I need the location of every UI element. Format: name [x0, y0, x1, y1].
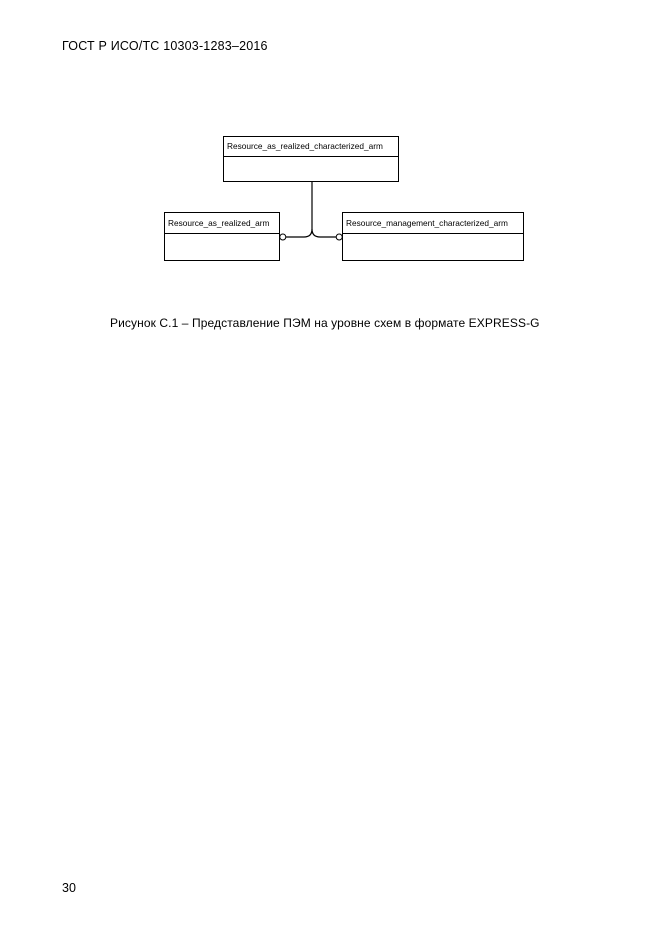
subtype-end-circle-right [336, 234, 342, 240]
entity-box-left [165, 213, 280, 261]
entity-label-left: Resource_as_realized_arm [168, 218, 270, 228]
entity-box-right [343, 213, 524, 261]
subtype-connector [286, 182, 336, 238]
figure-caption: Рисунок С.1 – Представление ПЭМ на уровне схем в формате EXPRESS-G [110, 316, 540, 330]
page-number: 30 [62, 881, 76, 895]
entity-label-right: Resource_management_characterized_arm [346, 218, 508, 228]
express-g-diagram [0, 0, 661, 300]
entity-box-top [224, 137, 399, 182]
subtype-end-circle-left [280, 234, 286, 240]
entity-label-top: Resource_as_realized_characterized_arm [227, 141, 383, 151]
document-header: ГОСТ Р ИСО/ТС 10303-1283–2016 [62, 39, 268, 53]
